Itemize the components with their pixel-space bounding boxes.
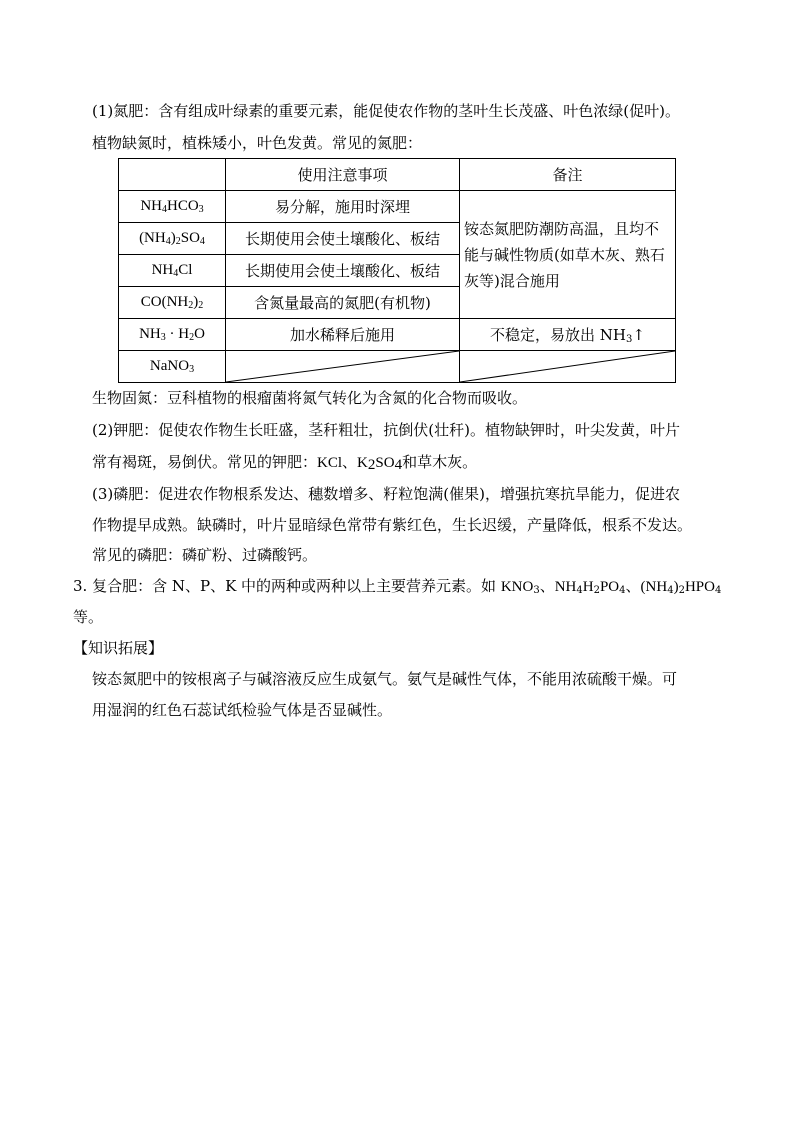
formula-cell: $NH_4HCO_3$ (119, 191, 226, 223)
header-cell-remarks: 备注 (460, 159, 676, 191)
formula-cell: $CO(NH_2)_2$ (119, 287, 226, 319)
note-cell: 易分解，施用时深埋 (226, 191, 460, 223)
formula-cell: NaNO$_3$ (119, 351, 226, 383)
nitrogen-intro-line-1 (92, 101, 680, 121)
header-cell-name (119, 159, 226, 191)
nitrogen-label: (1)氮肥： (92, 102, 159, 120)
table-row (119, 319, 676, 351)
potash-line-2: 常有褐斑，易倒伏。常见的钾肥：KCl、$K_2SO_4$和草木灰。 (92, 453, 478, 473)
phosphate-line-2: 作物提早成熟。缺磷时，叶片显暗绿色常带有紫红色，生长迟缓，产量降低，根系不发达。 (92, 516, 693, 534)
formula-cell: $NH_4Cl$ (119, 255, 226, 287)
bio-fixation-text: 生物固氮：豆科植物的根瘤菌将氮气转化为含氮的化合物而吸收。 (92, 389, 528, 407)
formula-cell: $(NH_4)_2SO_4$ (119, 223, 226, 255)
extension-line-1: 铵态氮肥中的铵根离子与碱溶液反应生成氨气。氨气是碱性气体，不能用浓硫酸干燥。可 (92, 670, 678, 688)
table-header-row (119, 159, 676, 191)
extension-line-2: 用湿润的红色石蕊试纸检验气体是否显碱性。 (92, 701, 393, 719)
merged-remark-cell: 铵态氮肥防潮防高温，且均不能与碱性物质(如草木灰、熟石灰等)混合施用 (460, 191, 676, 319)
phosphate-line-3: 常见的磷肥：磷矿粉、过磷酸钙。 (92, 546, 318, 564)
empty-diagonal-cell (226, 351, 460, 383)
extension-heading: 【知识拓展】 (73, 639, 164, 657)
note-cell: 长期使用会使土壤酸化、板结 (226, 255, 460, 287)
compound-line-1: 3. 复合肥：含 N、P、K 中的两种或两种以上主要营养元素。如 $KNO_3$、$NH_4H_2PO_4$、$(NH_4)_2HPO_4$ (73, 577, 722, 596)
note-cell: 含氮量最高的氮肥(有机物) (226, 287, 460, 319)
empty-diagonal-cell (460, 351, 676, 383)
note-cell: 长期使用会使土壤酸化、板结 (226, 223, 460, 255)
potash-line-1: (2)钾肥：促使农作物生长旺盛，茎秆粗壮，抗倒伏(壮秆)。植物缺钾时，叶尖发黄，叶片 (92, 421, 680, 439)
table-row (119, 351, 676, 383)
remark-cell: 不稳定，易放出 $NH_3↑$ (460, 319, 676, 351)
note-cell: 加水稀释后施用 (226, 319, 460, 351)
header-cell-notes: 使用注意事项 (226, 159, 460, 191)
nitrogen-description: 含有组成叶绿素的重要元素，能促使农作物的茎叶生长茂盛、叶色浓绿(促叶)。 (158, 102, 680, 120)
compound-line-2: 等。 (73, 608, 104, 626)
phosphate-line-1: (3)磷肥：促进农作物根系发达、穗数增多、籽粒饱满(催果)，增强抗寒抗旱能力，促进农 (92, 485, 680, 503)
table-row (119, 191, 676, 223)
nitrogen-fertilizer-table (118, 158, 676, 383)
formula-cell: $NH_3 \cdot H_2O$ (119, 319, 226, 351)
nitrogen-intro-line-2: 植物缺氮时，植株矮小，叶色发黄。常见的氮肥： (92, 134, 423, 152)
